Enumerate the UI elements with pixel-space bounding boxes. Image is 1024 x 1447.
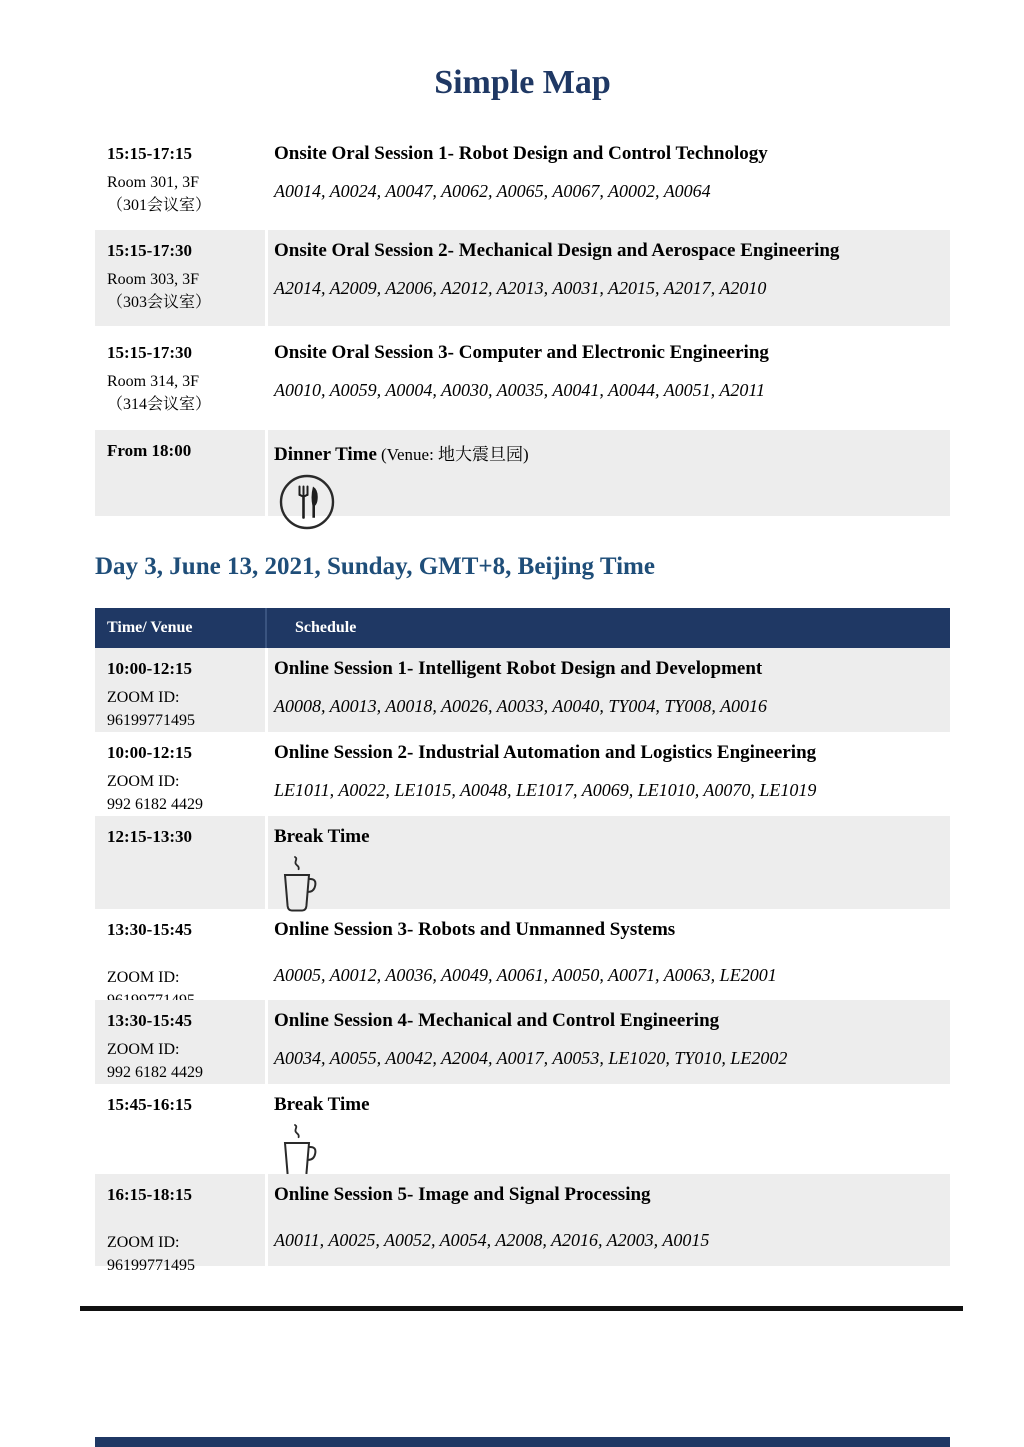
utensils-icon — [278, 473, 950, 531]
session-time: 16:15-18:15 — [107, 1185, 192, 1205]
table-row — [95, 732, 950, 816]
time-venue-cell — [95, 1084, 265, 1174]
schedule-cell — [265, 230, 950, 326]
zoom-id-value: 992 6182 4429 — [107, 1064, 203, 1082]
zoom-id-value: 992 6182 4429 — [107, 796, 203, 814]
session-time: 10:00-12:15 — [107, 659, 192, 679]
paper-ids: A0011, A0025, A0052, A0054, A2008, A2016, A2003, A0015 — [274, 1230, 710, 1251]
schedule-cell — [265, 648, 950, 732]
session-time: 15:15-17:30 — [107, 241, 192, 261]
session-time: 13:30-15:45 — [107, 920, 192, 940]
session-title: Onsite Oral Session 3- Computer and Electronic Engineering — [274, 342, 769, 364]
dinner-title: Dinner Time — [274, 444, 377, 466]
room-line-cn: （303会议室） — [107, 294, 212, 312]
table-row — [95, 133, 950, 230]
paper-ids: A0008, A0013, A0018, A0026, A0033, A0040, TY004, TY008, A0016 — [274, 696, 768, 717]
session-title: Onsite Oral Session 2- Mechanical Design and Aerospace Engineering — [274, 240, 840, 262]
time-venue-cell — [95, 1000, 265, 1084]
time-venue-cell — [95, 732, 265, 816]
room-line-cn: （314会议室） — [107, 396, 212, 414]
paper-ids: LE1011, A0022, LE1015, A0048, LE1017, A0069, LE1010, A0070, LE1019 — [274, 780, 817, 801]
schedule-cell — [265, 430, 950, 516]
time-venue-cell — [95, 326, 265, 430]
table-row — [95, 1084, 950, 1174]
horizontal-rule — [80, 1306, 963, 1311]
session-title: Online Session 2- Industrial Automation and Logistics Engineering — [274, 742, 817, 764]
schedule-cell — [265, 732, 950, 816]
break-title: Break Time — [274, 826, 370, 848]
session-time: 15:15-17:15 — [107, 144, 192, 164]
zoom-id-value: 96199771495 — [107, 712, 195, 730]
time-venue-cell — [95, 230, 265, 326]
session-title: Online Session 3- Robots and Unmanned Systems — [274, 919, 676, 941]
schedule-cell — [265, 1174, 950, 1266]
session-title: Online Session 1- Intelligent Robot Design and Development — [274, 658, 763, 680]
table-row — [95, 648, 950, 732]
time-venue-cell — [95, 1174, 265, 1275]
table-row — [95, 326, 950, 430]
schedule-cell — [265, 1000, 950, 1084]
page-title: Simple Map — [434, 64, 611, 101]
table-row — [95, 1000, 950, 1084]
session-title: Online Session 4- Mechanical and Control Engineering — [274, 1010, 720, 1032]
session-time: 10:00-12:15 — [107, 743, 192, 763]
session-time: 13:30-15:45 — [107, 1011, 192, 1031]
next-page-header-strip — [95, 1437, 950, 1447]
schedule-cell — [265, 133, 950, 230]
day3-heading: Day 3, June 13, 2021, Sunday, GMT+8, Beijing Time — [95, 553, 655, 581]
table-row — [95, 909, 950, 1000]
room-line: Room 303, 3F — [107, 270, 200, 288]
zoom-id-label: ZOOM ID: — [107, 772, 180, 790]
table-header-row — [95, 608, 950, 648]
schedule-cell — [265, 909, 950, 1000]
room-line: Room 301, 3F — [107, 173, 200, 191]
room-line: Room 314, 3F — [107, 372, 200, 390]
session-time: 15:15-17:30 — [107, 343, 192, 363]
time-venue-cell — [95, 133, 265, 230]
schedule-cell — [265, 1084, 950, 1174]
coffee-cup-icon — [278, 855, 950, 915]
session-title: Online Session 5- Image and Signal Processing — [274, 1184, 651, 1206]
time-venue-cell — [95, 816, 265, 909]
break-title: Break Time — [274, 1094, 370, 1116]
session-time: From 18:00 — [107, 441, 192, 461]
paper-ids: A0014, A0024, A0047, A0062, A0065, A0067, A0002, A0064 — [274, 181, 711, 202]
schedule-cell — [265, 816, 950, 909]
dinner-venue-note: (Venue: 地大震旦园) — [380, 445, 529, 465]
paper-ids: A0005, A0012, A0036, A0049, A0061, A0050, A0071, A0063, LE2001 — [274, 965, 777, 986]
day3-table — [95, 608, 950, 1275]
table-row — [95, 816, 950, 909]
header-time-venue: Time/ Venue — [107, 619, 193, 637]
room-line-cn: （301会议室） — [107, 197, 212, 215]
session-title: Onsite Oral Session 1- Robot Design and Control Technology — [274, 143, 768, 165]
header-schedule: Schedule — [265, 608, 950, 648]
simple-map-table — [95, 133, 950, 516]
paper-ids: A0034, A0055, A0042, A2004, A0017, A0053, LE1020, TY010, LE2002 — [274, 1048, 788, 1069]
zoom-id-label: ZOOM ID: — [107, 1233, 180, 1251]
zoom-id-label: ZOOM ID: — [107, 1040, 180, 1058]
paper-ids: A0010, A0059, A0004, A0030, A0035, A0041, A0044, A0051, A2011 — [274, 380, 766, 401]
time-venue-cell — [95, 909, 265, 1000]
table-row — [95, 1174, 950, 1275]
zoom-id-label: ZOOM ID: — [107, 688, 180, 706]
paper-ids: A2014, A2009, A2006, A2012, A2013, A0031, A2015, A2017, A2010 — [274, 278, 767, 299]
schedule-cell — [265, 326, 950, 430]
zoom-id-label: ZOOM ID: — [107, 968, 180, 986]
time-venue-cell — [95, 430, 265, 516]
table-row — [95, 430, 950, 516]
table-row — [95, 230, 950, 326]
zoom-id-value: 96199771495 — [107, 1257, 195, 1275]
time-venue-cell — [95, 648, 265, 732]
session-time: 15:45-16:15 — [107, 1095, 192, 1115]
session-time: 12:15-13:30 — [107, 827, 192, 847]
